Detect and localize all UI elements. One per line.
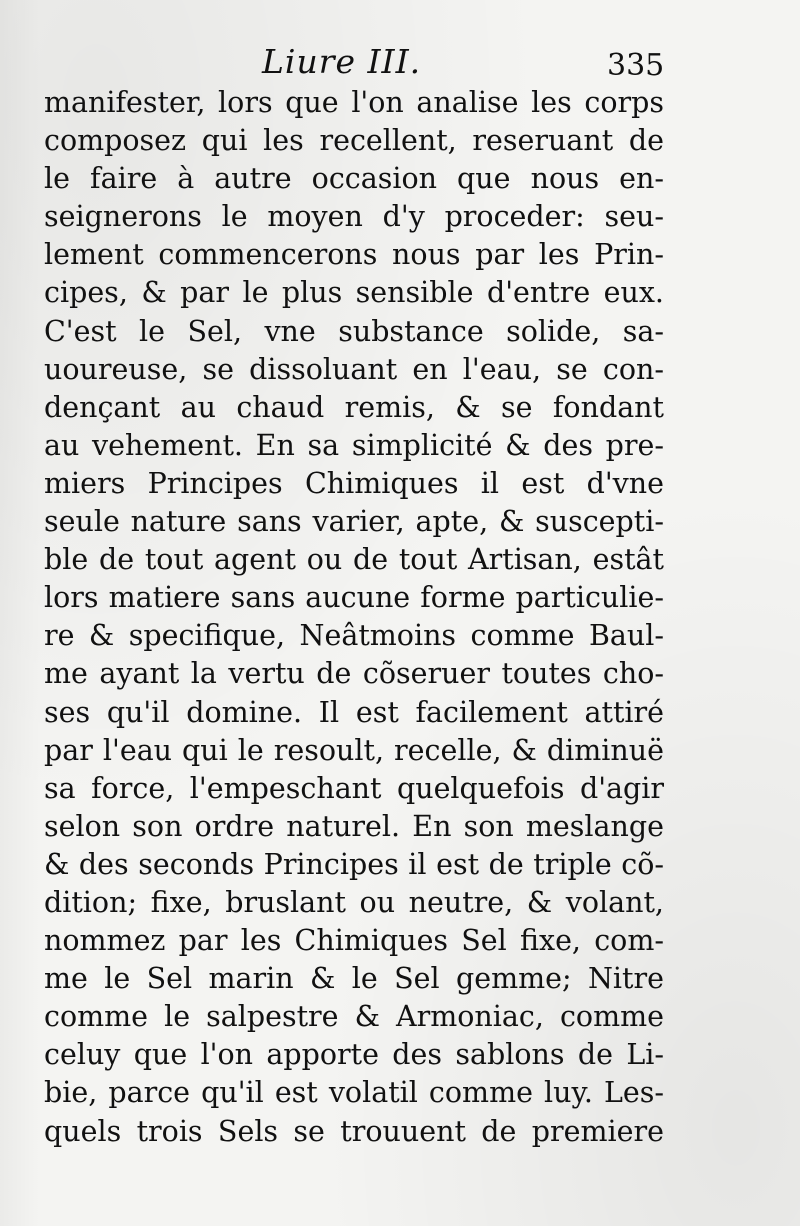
text-line: lors matiere sans aucune forme particulie- (44, 581, 664, 615)
body-text (44, 84, 664, 1151)
text-line: me ayant la vertu de cõseruer toutes cho- (44, 657, 664, 691)
text-line: miers Principes Chimiques il est d'vne (44, 466, 664, 500)
text-line: bie, parce qu'il est volatil comme luy. Les- (44, 1076, 664, 1110)
text-line: par l'eau qui le resoult, recelle, & diminuë (44, 733, 664, 767)
text-line: me le Sel marin & le Sel gemme; Nitre (44, 962, 664, 996)
text-line: C'est le Sel, vne substance solide, sa- (44, 314, 664, 348)
text-line: comme le salpestre & Armoniac, comme (44, 1000, 664, 1034)
text-line: manifester, lors que l'on analise les corps (44, 86, 664, 119)
text-line: cipes, & par le plus sensible d'entre eux. (44, 276, 664, 310)
text-line: nommez par les Chimiques Sel fixe, com- (44, 924, 664, 958)
text-line: ble de tout agent ou de tout Artisan, estât (44, 543, 664, 577)
text-line: dençant au chaud remis, & se fondant (44, 390, 664, 424)
text-line: dition; fixe, bruslant ou neutre, & volant, (44, 885, 664, 919)
text-line: sa force, l'empeschant quelquefois d'agir (44, 771, 664, 805)
text-line: ses qu'il domine. Il est facilement attiré (44, 695, 664, 729)
text-line: composez qui les recellent, reseruant de (44, 124, 664, 158)
text-line: uoureuse, se dissoluant en l'eau, se con- (44, 352, 664, 386)
page-number: 335 (607, 48, 665, 83)
text-line: quels trois Sels se trouuent de premiere (44, 1114, 664, 1148)
text-line: & des seconds Principes il est de triple cõ- (44, 847, 664, 881)
page-header (0, 38, 800, 88)
running-title: Liure III. (262, 42, 422, 81)
text-line: selon son ordre naturel. En son meslange (44, 809, 664, 843)
text-line: seule nature sans varier, apte, & suscepti- (44, 505, 664, 539)
text-line: re & specifique, Neâtmoins comme Baul- (44, 619, 664, 653)
text-line: seignerons le moyen d'y proceder: seu- (44, 200, 664, 234)
text-line: le faire à autre occasion que nous en- (44, 162, 664, 196)
text-line: au vehement. En sa simplicité & des pre- (44, 428, 664, 462)
text-line: lement commencerons nous par les Prin- (44, 238, 664, 272)
text-line: celuy que l'on apporte des sablons de Li- (44, 1038, 664, 1072)
